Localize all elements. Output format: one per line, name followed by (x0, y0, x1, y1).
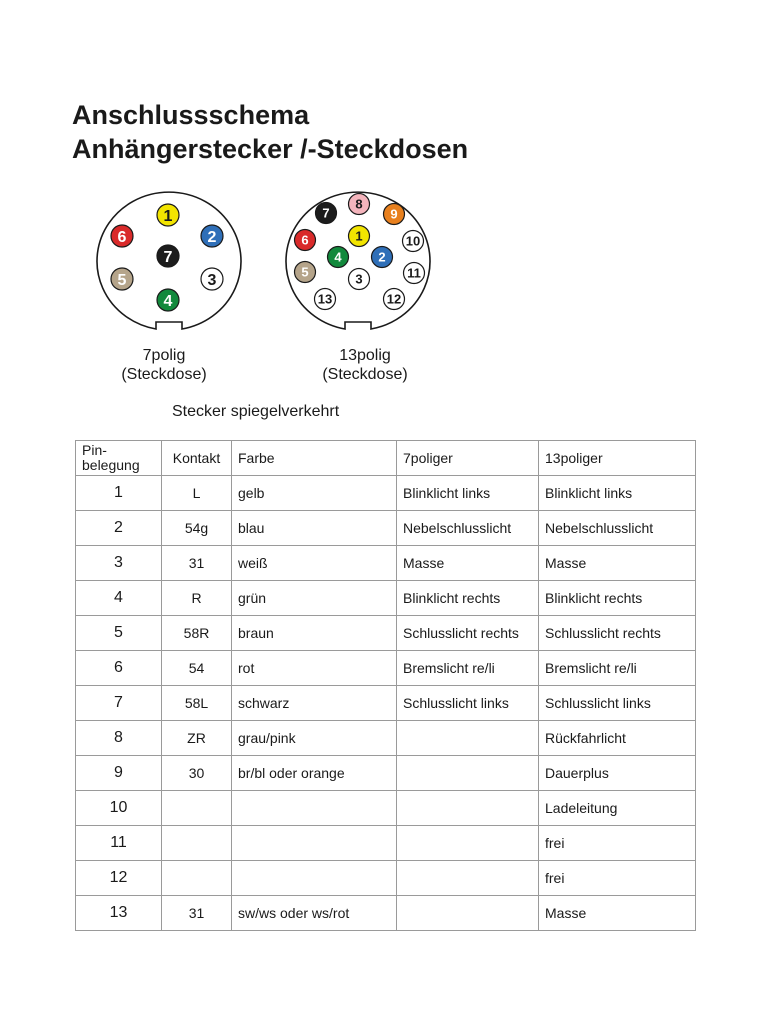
cell-13poliger: Blinklicht rechts (539, 581, 696, 616)
cell-pin: 9 (76, 756, 162, 791)
cell-farbe (232, 826, 397, 861)
cell-farbe: weiß (232, 546, 397, 581)
cell-7poliger: Blinklicht links (397, 476, 539, 511)
plug13-pin-2-label: 2 (378, 249, 386, 265)
cell-7poliger (397, 896, 539, 931)
plug13-pin-12-label: 12 (386, 291, 402, 307)
table-row (76, 616, 696, 651)
cell-7poliger: Schlusslicht links (397, 686, 539, 721)
title-line-1: Anschlussschema (72, 100, 310, 130)
table-row (76, 476, 696, 511)
cell-13poliger: Ladeleitung (539, 791, 696, 826)
plug13-pin-1-label: 1 (355, 228, 363, 244)
cell-7poliger: Nebelschlusslicht (397, 511, 539, 546)
table-row (76, 826, 696, 861)
cell-7poliger: Masse (397, 546, 539, 581)
cell-pin: 4 (76, 581, 162, 616)
plug13-pin-8-label: 8 (355, 196, 363, 212)
plug7-pin-1-label: 1 (163, 207, 173, 225)
cell-kontakt (162, 861, 232, 896)
plug-13pin-caption-line-1: 13polig (339, 347, 391, 364)
cell-pin: 2 (76, 511, 162, 546)
cell-kontakt: R (162, 581, 232, 616)
table-row (76, 546, 696, 581)
plug7-pin-5 (111, 268, 133, 290)
cell-kontakt: 54 (162, 651, 232, 686)
plug13-pin-12 (384, 289, 405, 310)
cell-farbe: gelb (232, 476, 397, 511)
plug13-pin-7 (316, 203, 337, 224)
cell-farbe: grün (232, 581, 397, 616)
plug13-pin-5 (295, 262, 316, 283)
page-title (72, 98, 468, 166)
plug13-pin-11 (404, 263, 425, 284)
plug7-pin-4-label: 4 (163, 292, 173, 310)
table-row (76, 896, 696, 931)
cell-pin: 13 (76, 896, 162, 931)
cell-7poliger (397, 756, 539, 791)
cell-pin: 1 (76, 476, 162, 511)
plug13-pin-10-label: 10 (405, 233, 421, 249)
plug7-pin-3-label: 3 (207, 271, 217, 289)
plug7-pin-5-label: 5 (117, 271, 127, 289)
cell-13poliger: Nebelschlusslicht (539, 511, 696, 546)
title-line-2: Anhängerstecker /-Steckdosen (72, 134, 469, 164)
header-7poliger: 7poliger (397, 441, 539, 476)
cell-farbe: grau/pink (232, 721, 397, 756)
cell-13poliger: frei (539, 861, 696, 896)
cell-13poliger: Schlusslicht rechts (539, 616, 696, 651)
cell-kontakt: 31 (162, 896, 232, 931)
cell-farbe: braun (232, 616, 397, 651)
cell-farbe (232, 791, 397, 826)
cell-kontakt: 58R (162, 616, 232, 651)
plug13-pin-13-label: 13 (317, 291, 333, 307)
header-pin-line-1: Pin- (82, 442, 107, 458)
header-pin-line-2: belegung (82, 457, 140, 473)
plug13-pin-10 (403, 231, 424, 252)
cell-farbe (232, 861, 397, 896)
plug13-pin-3-label: 3 (355, 271, 363, 287)
cell-farbe: rot (232, 651, 397, 686)
plug7-pin-2 (201, 225, 223, 247)
cell-pin: 12 (76, 861, 162, 896)
plug13-pin-5-label: 5 (301, 264, 309, 280)
plug13-pin-2 (372, 247, 393, 268)
cell-13poliger: Schlusslicht links (539, 686, 696, 721)
cell-kontakt: ZR (162, 721, 232, 756)
cell-7poliger: Bremslicht re/li (397, 651, 539, 686)
cell-7poliger: Blinklicht rechts (397, 581, 539, 616)
plug7-pin-7 (157, 245, 179, 267)
cell-13poliger: Masse (539, 896, 696, 931)
plug-7pin-caption-line-1: 7polig (142, 347, 186, 364)
plug-7pin-caption (104, 346, 224, 384)
cell-7poliger (397, 721, 539, 756)
table-row (76, 721, 696, 756)
cell-13poliger: Rückfahrlicht (539, 721, 696, 756)
cell-kontakt (162, 826, 232, 861)
plug13-pin-13 (315, 289, 336, 310)
plug-13pin-caption (305, 346, 425, 384)
cell-kontakt: L (162, 476, 232, 511)
cell-pin: 11 (76, 826, 162, 861)
cell-kontakt: 54g (162, 511, 232, 546)
plug13-pin-4 (328, 247, 349, 268)
plug7-pin-2-label: 2 (207, 228, 217, 246)
plug13-pin-4-label: 4 (334, 249, 342, 265)
plug-7pin-caption-line-2: (Steckdose) (121, 366, 207, 383)
cell-13poliger: Dauerplus (539, 756, 696, 791)
plug13-pin-3 (349, 269, 370, 290)
plug13-pin-1 (349, 226, 370, 247)
cell-pin: 10 (76, 791, 162, 826)
plug7-pin-7-label: 7 (163, 248, 173, 266)
header-farbe: Farbe (232, 441, 397, 476)
cell-7poliger: Schlusslicht rechts (397, 616, 539, 651)
header-kontakt: Kontakt (162, 441, 232, 476)
plug13-pin-11-label: 11 (407, 265, 421, 281)
cell-kontakt: 31 (162, 546, 232, 581)
table-row (76, 791, 696, 826)
mirror-note: Stecker spiegelverkehrt (172, 403, 340, 420)
cell-13poliger: Blinklicht links (539, 476, 696, 511)
table-row (76, 861, 696, 896)
plug13-pin-6-label: 6 (301, 232, 309, 248)
cell-pin: 6 (76, 651, 162, 686)
plug-13pin-diagram (275, 186, 441, 336)
cell-pin: 3 (76, 546, 162, 581)
plug7-pin-6 (111, 225, 133, 247)
cell-kontakt: 30 (162, 756, 232, 791)
table-row (76, 581, 696, 616)
table-row (76, 756, 696, 791)
plug13-pin-8 (349, 194, 370, 215)
cell-7poliger (397, 791, 539, 826)
cell-kontakt: 58L (162, 686, 232, 721)
cell-kontakt (162, 791, 232, 826)
plug13-pin-6 (295, 230, 316, 251)
table-row (76, 511, 696, 546)
cell-farbe: sw/ws oder ws/rot (232, 896, 397, 931)
header-pin (76, 441, 162, 476)
table-header-row (76, 441, 696, 476)
cell-7poliger (397, 826, 539, 861)
table-row (76, 651, 696, 686)
cell-farbe: schwarz (232, 686, 397, 721)
plug13-pin-7-label: 7 (322, 205, 330, 221)
plug13-pin-9 (384, 204, 405, 225)
cell-farbe: br/bl oder orange (232, 756, 397, 791)
plug-13pin-caption-line-2: (Steckdose) (322, 366, 408, 383)
cell-farbe: blau (232, 511, 397, 546)
plug13-pin-9-label: 9 (390, 206, 398, 222)
cell-pin: 8 (76, 721, 162, 756)
plug7-pin-6-label: 6 (117, 228, 127, 246)
header-13poliger: 13poliger (539, 441, 696, 476)
cell-pin: 7 (76, 686, 162, 721)
plug7-pin-3 (201, 268, 223, 290)
plug-7pin-diagram (86, 186, 252, 336)
cell-13poliger: Masse (539, 546, 696, 581)
cell-13poliger: Bremslicht re/li (539, 651, 696, 686)
cell-13poliger: frei (539, 826, 696, 861)
pin-assignment-table (75, 440, 696, 931)
table-row (76, 686, 696, 721)
plug7-pin-4 (157, 289, 179, 311)
cell-7poliger (397, 861, 539, 896)
cell-pin: 5 (76, 616, 162, 651)
plug7-pin-1 (157, 204, 179, 226)
